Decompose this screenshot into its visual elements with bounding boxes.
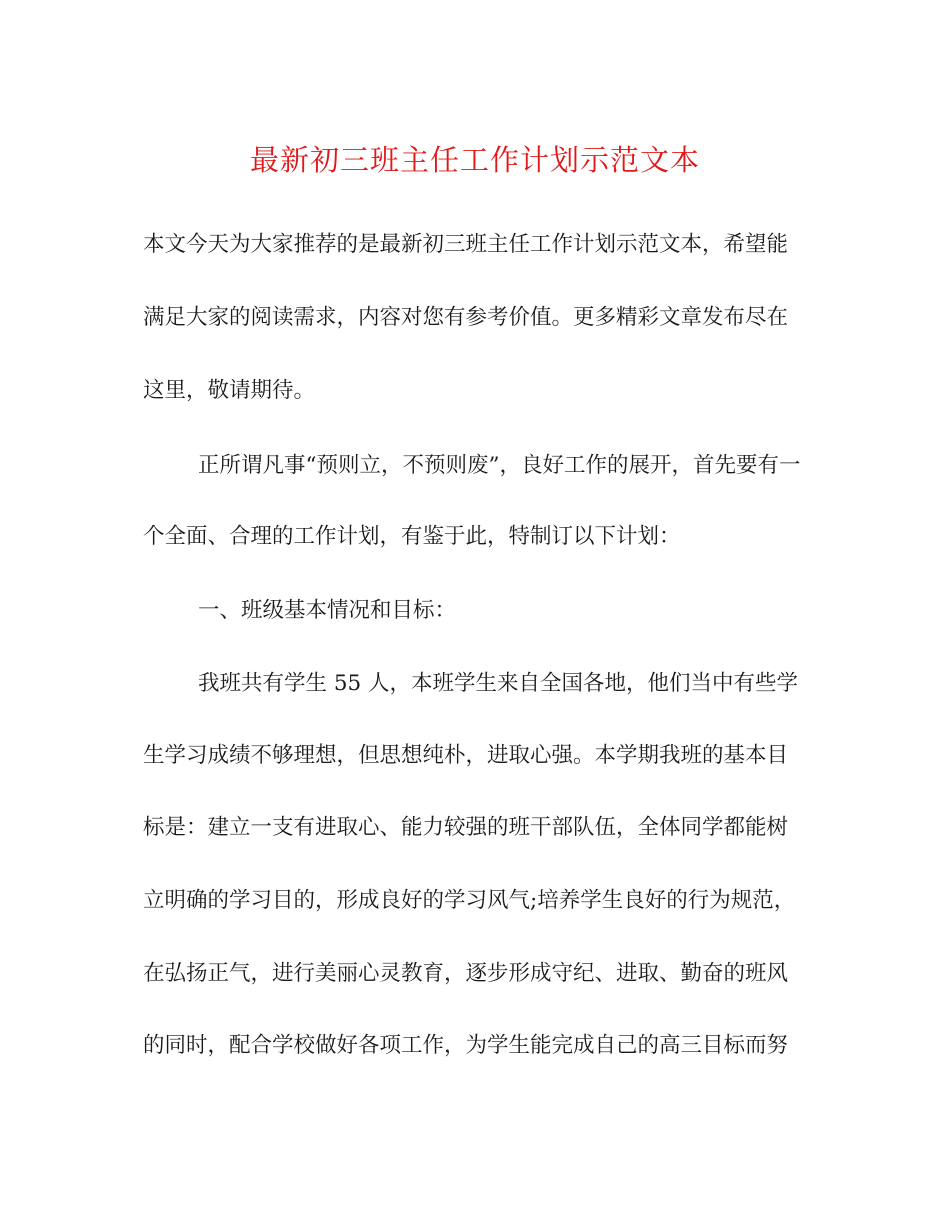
paragraph-line: 个全面、合理的工作计划，有鉴于此，特制订以下计划： (143, 524, 681, 549)
paragraph-line: 的同时，配合学校做好各项工作，为学生能完成自己的高三目标而努 (143, 1033, 789, 1058)
paragraph-line: 生学习成绩不够理想，但思想纯朴，进取心强。本学期我班的基本目 (143, 743, 789, 768)
paragraph-line: 在弘扬正气，进行美丽心灵教育，逐步形成守纪、进取、勤奋的班风 (143, 961, 789, 986)
paragraph-line: 这里，敬请期待。 (143, 378, 316, 403)
page-title: 最新初三班主任工作计划示范文本 (249, 143, 700, 177)
paragraph-line: 正所谓凡事“预则立，不预则废”，良好工作的展开，首先要有一 (198, 453, 801, 478)
paragraph-line: 我班共有学生 55 人，本班学生来自全国各地，他们当中有些学 (198, 671, 799, 696)
section-heading: 一、班级基本情况和目标： (198, 598, 457, 623)
paragraph-line: 标是：建立一支有进取心、能力较强的班干部队伍，全体同学都能树 (143, 815, 789, 840)
paragraph-line: 立明确的学习目的，形成良好的学习风气;培养学生良好的行为规范， (143, 888, 796, 913)
paragraph-line: 满足大家的阅读需求，内容对您有参考价值。更多精彩文章发布尽在 (143, 305, 789, 330)
paragraph-line: 本文今天为大家推荐的是最新初三班主任工作计划示范文本，希望能 (143, 232, 789, 257)
